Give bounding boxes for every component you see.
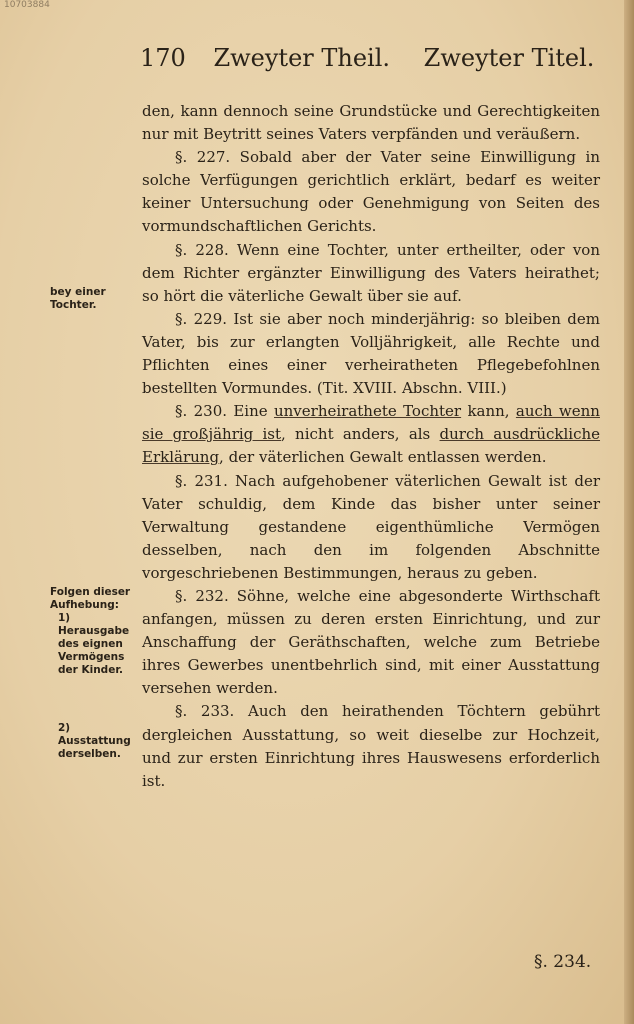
running-header: [140, 44, 595, 72]
library-stamp: 10703884: [4, 0, 50, 10]
p230-underlined-2: auch wenn sie großjährig ist: [142, 402, 600, 444]
paragraph-228: §. 228. Wenn eine Tochter, unter ertheilter, oder von dem Richter ergänzter Einwilligung des Vaters heirathet; so hört die väterliche Gewalt über sie auf.: [142, 240, 600, 305]
paragraph-232: §. 232. Söhne, welche eine abgesonderte Wirthschaft anfangen, müssen zu deren ersten Einrichtung, und zur Anschaffung der Geräthschaften, welche zum Betriebe ihres Gewerbes unentbehrlich sind, mit einer Ausstattung versehen werden.: [142, 586, 600, 698]
body-text: [142, 100, 600, 793]
p230-underlined-1: unverheirathete Tochter: [273, 402, 462, 421]
margin-note-heading: Folgen dieser Aufhebung:: [50, 586, 131, 611]
p230-text-d: , der väterlichen Gewalt entlassen werden.: [219, 448, 547, 467]
catchword: §. 234.: [534, 952, 592, 972]
p230-underlined-3: durch ausdrückliche Erklärung: [142, 425, 601, 467]
header-part: Zweyter Theil.: [213, 44, 391, 72]
p230-text-c: , nicht anders, als: [281, 425, 440, 444]
header-title: Zweyter Titel.: [423, 44, 595, 72]
margin-note-consequences: [50, 586, 136, 677]
paragraph-continued: den, kann dennoch seine Grundstücke und Gerechtigkeiten nur mit Beytritt seines Vaters verpfänden und veräußern.: [142, 102, 600, 144]
page-number: 170: [140, 44, 186, 72]
margin-note-item-1: 1) Herausgabe des eignen Vermögens der Kinder.: [58, 612, 130, 676]
paragraph-230: [142, 400, 600, 469]
margin-note-item-2: 2) Ausstattung derselben.: [58, 722, 131, 760]
margin-note-endowment: [50, 722, 136, 761]
margin-note-daughter: bey einer Tochter.: [50, 286, 106, 311]
paragraph-229: §. 229. Ist sie aber noch minderjährig: so bleiben dem Vater, bis zur erlangten Volljährigkeit, alle Rechte und Pflichten eines einer verheiratheten Pflegebefohlnen bestellten Vormundes. (Tit. XVIII. Abschn. VIII.): [142, 309, 600, 398]
page-edge: [624, 0, 634, 1024]
p230-text-a: §. 230. Eine: [175, 402, 274, 421]
paragraph-233: §. 233. Auch den heirathenden Töchtern gebührt dergleichen Ausstattung, so weit dieselbe zur Hochzeit, und zur ersten Einrichtung ihres Hauswesens erforderlich ist.: [142, 702, 600, 790]
p230-text-b: kann,: [461, 402, 516, 421]
paragraph-231: §. 231. Nach aufgehobener väterlichen Gewalt ist der Vater schuldig, dem Kinde das bisher unter seiner Verwaltung gestandene eigenthümliche Vermögen desselben, nach den im folgenden Abschnitte vorgeschriebenen Bestimmungen, heraus zu geben.: [142, 471, 600, 582]
paragraph-227: §. 227. Sobald aber der Vater seine Einwilligung in solche Verfügungen gerichtlich erklärt, bedarf es weiter keiner Untersuchung oder Genehmigung von Seiten des vormundschaftlichen Gerichts.: [142, 148, 600, 236]
